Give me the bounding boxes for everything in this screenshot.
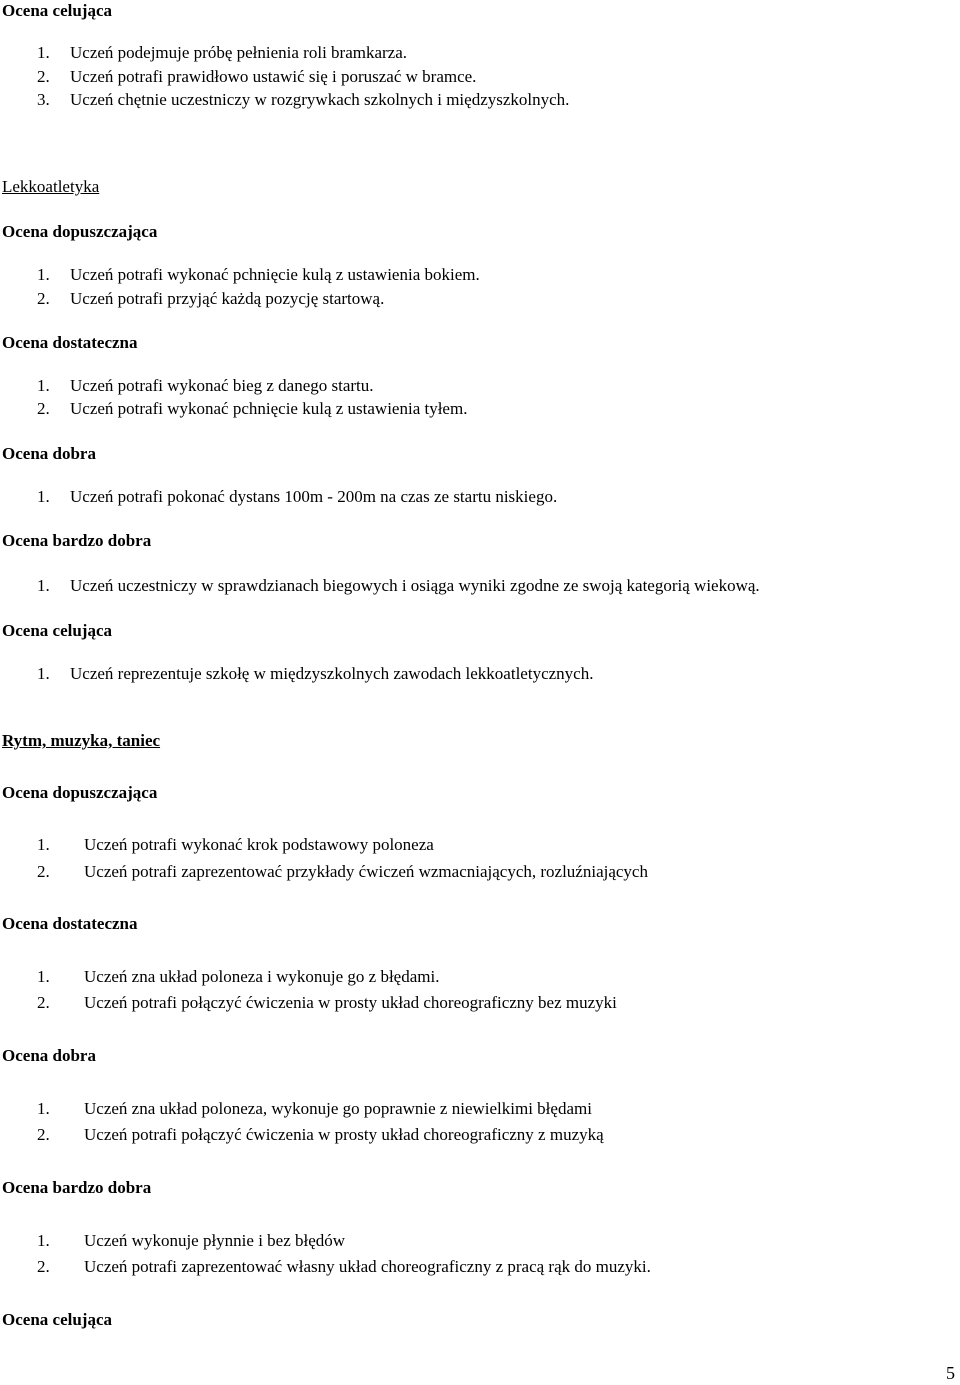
list-item-number: 2. xyxy=(37,1257,50,1276)
list-item-text: Uczeń potrafi prawidłowo ustawić się i poruszać w bramce. xyxy=(70,67,477,86)
list-item-text: Uczeń potrafi połączyć ćwiczenia w prosty układ choreograficzny bez muzyki xyxy=(84,993,617,1012)
section-title-lekkoatletyka: Lekkoatletyka xyxy=(2,177,100,196)
list-item-number: 1. xyxy=(37,576,50,595)
list-item-number: 2. xyxy=(37,993,50,1012)
list-item-number: 2. xyxy=(37,67,50,86)
grade-heading-dobra: Ocena dobra xyxy=(2,1046,96,1065)
list-item-number: 1. xyxy=(37,265,50,284)
list-item-text: Uczeń potrafi wykonać krok podstawowy poloneza xyxy=(84,835,434,854)
grade-heading-dopuszczajaca: Ocena dopuszczająca xyxy=(2,222,158,241)
list-item-text: Uczeń potrafi połączyć ćwiczenia w prosty układ choreograficzny z muzyką xyxy=(84,1125,604,1144)
list-item-text: Uczeń potrafi wykonać bieg z danego startu. xyxy=(70,376,374,395)
list-item-number: 2. xyxy=(37,399,50,418)
grade-heading-celujaca: Ocena celująca xyxy=(2,1,112,20)
list-item-text: Uczeń potrafi zaprezentować przykłady ćwiczeń wzmacniających, rozluźniających xyxy=(84,862,648,881)
list-item-text: Uczeń potrafi zaprezentować własny układ choreograficzny z pracą rąk do muzyki. xyxy=(84,1257,651,1276)
list-item-number: 1. xyxy=(37,1099,50,1118)
grade-heading-dostateczna: Ocena dostateczna xyxy=(2,333,138,352)
list-item-number: 1. xyxy=(37,376,50,395)
list-item-number: 1. xyxy=(37,967,50,986)
list-item-text: Uczeń reprezentuje szkołę w międzyszkolnych zawodach lekkoatletycznych. xyxy=(70,664,594,683)
grade-heading-celujaca: Ocena celująca xyxy=(2,621,112,640)
list-item-number: 1. xyxy=(37,664,50,683)
list-item-number: 1. xyxy=(37,487,50,506)
grade-heading-bardzo-dobra: Ocena bardzo dobra xyxy=(2,531,152,550)
list-item-text: Uczeń chętnie uczestniczy w rozgrywkach szkolnych i międzyszkolnych. xyxy=(70,90,570,109)
list-item-number: 1. xyxy=(37,835,50,854)
grade-heading-dopuszczajaca: Ocena dopuszczająca xyxy=(2,783,158,802)
list-item-number: 3. xyxy=(37,90,50,109)
list-item-text: Uczeń potrafi wykonać pchnięcie kulą z ustawienia bokiem. xyxy=(70,265,480,284)
list-item-text: Uczeń wykonuje płynnie i bez błędów xyxy=(84,1231,346,1250)
list-item-text: Uczeń zna układ poloneza i wykonuje go z błędami. xyxy=(84,967,440,986)
list-item-text: Uczeń podejmuje próbę pełnienia roli bramkarza. xyxy=(70,43,408,62)
list-item-text: Uczeń zna układ poloneza, wykonuje go poprawnie z niewielkimi błędami xyxy=(84,1099,592,1118)
list-item-text: Uczeń potrafi wykonać pchnięcie kulą z ustawienia tyłem. xyxy=(70,399,468,418)
section-title-rytm-muzyka-taniec: Rytm, muzyka, taniec xyxy=(2,731,161,750)
list-item-number: 2. xyxy=(37,1125,50,1144)
grade-heading-dobra: Ocena dobra xyxy=(2,444,96,463)
list-item-number: 2. xyxy=(37,289,50,308)
list-item-text: Uczeń potrafi przyjąć każdą pozycję startową. xyxy=(70,289,385,308)
list-item-number: 2. xyxy=(37,862,50,881)
list-item-number: 1. xyxy=(37,1231,50,1250)
page-number: 5 xyxy=(946,1363,955,1383)
grade-heading-bardzo-dobra: Ocena bardzo dobra xyxy=(2,1178,152,1197)
grade-heading-celujaca: Ocena celująca xyxy=(2,1310,112,1329)
list-item-number: 1. xyxy=(37,43,50,62)
list-item-text: Uczeń potrafi pokonać dystans 100m - 200m na czas ze startu niskiego. xyxy=(70,487,558,506)
grade-heading-dostateczna: Ocena dostateczna xyxy=(2,914,138,933)
list-item-text: Uczeń uczestniczy w sprawdzianach biegowych i osiąga wyniki zgodne ze swoją kategorią wiekową. xyxy=(70,576,760,595)
